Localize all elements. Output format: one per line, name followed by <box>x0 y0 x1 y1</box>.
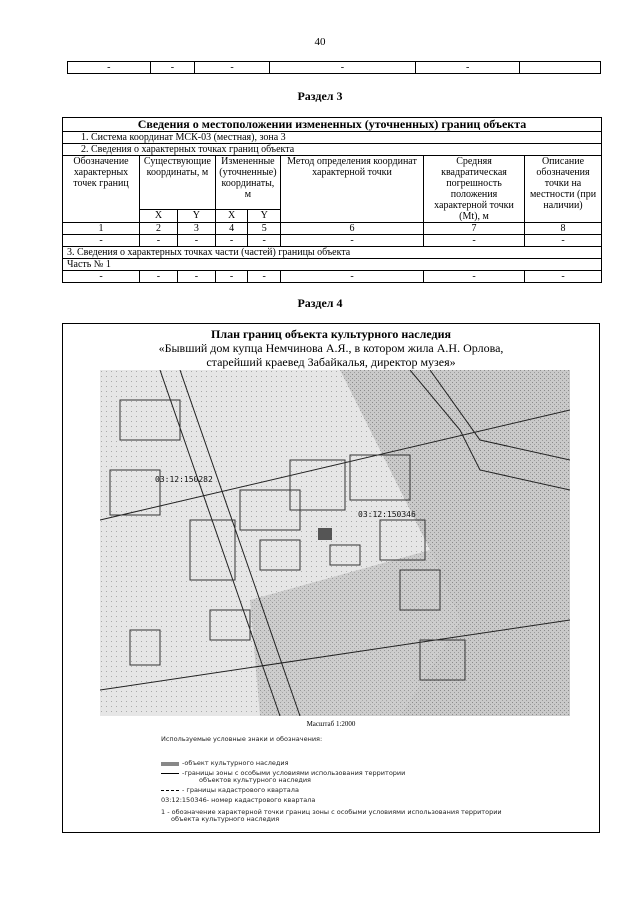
cell: - <box>269 62 415 74</box>
heritage-object <box>318 528 332 540</box>
heritage-swatch <box>161 762 179 766</box>
cell: - <box>140 235 178 247</box>
plan-title: План границ объекта культурного наследия <box>211 327 451 341</box>
cell: - <box>281 271 424 283</box>
col-num: 8 <box>525 223 602 235</box>
legend-zone-cont: объектов культурного наследия <box>199 776 311 784</box>
coordinate-system-line: 1. Система координат МСК-03 (местная), зона 3 <box>63 132 602 144</box>
top-table-row <box>67 61 601 74</box>
section-4-title: Раздел 4 <box>297 296 343 310</box>
legend-point-cont: объекта культурного наследия <box>171 815 280 823</box>
cell: - <box>424 235 525 247</box>
quarter-line-swatch <box>161 790 179 791</box>
legend-quarter-number: 03:12:150346- номер кадастрового квартала <box>161 796 316 804</box>
quarter-label-2: 03:12:150346 <box>358 510 416 519</box>
col-header-description: Описание обозначения точки на местности (при наличии) <box>525 156 602 223</box>
col-num: 3 <box>177 223 215 235</box>
sub-y: Y <box>248 210 281 223</box>
cell <box>520 62 601 74</box>
cell: - <box>248 235 281 247</box>
part-label: Часть № 1 <box>63 259 602 271</box>
legend-title: Используемые условные знаки и обозначения: <box>161 735 323 743</box>
zone-line-swatch <box>161 773 179 774</box>
cell: - <box>63 235 140 247</box>
cell: - <box>281 235 424 247</box>
part-points-line: 3. Сведения о характерных точках части (частей) границы объекта <box>63 247 602 259</box>
legend-point: 1 - обозначение характерной точки границ зоны с особыми условиями использования территории <box>161 808 502 816</box>
cell: - <box>248 271 281 283</box>
col-num: 7 <box>424 223 525 235</box>
col-num: 2 <box>140 223 178 235</box>
col-header-error: Средняя квадратическая погрешность положения характерной точки (Mt), м <box>424 156 525 223</box>
legend-point-row <box>161 809 502 823</box>
cell: - <box>177 271 215 283</box>
cell: - <box>63 271 140 283</box>
cell: - <box>424 271 525 283</box>
col-header-changed: Измененные (уточненные) координаты, м <box>215 156 280 210</box>
col-num: 1 <box>63 223 140 235</box>
quarter-label-1: 03:12:150282 <box>155 475 213 484</box>
cell: - <box>177 235 215 247</box>
cell: - <box>195 62 270 74</box>
cell: - <box>525 271 602 283</box>
cell: - <box>68 62 151 74</box>
legend-zone: -границы зоны с особыми условиями использования территории <box>182 769 406 777</box>
cell: - <box>525 235 602 247</box>
legend-zone-row <box>161 770 405 784</box>
cell: - <box>215 235 248 247</box>
legend-heritage: -объект культурного наследия <box>182 759 289 767</box>
sub-x: X <box>215 210 248 223</box>
cadastral-map <box>100 370 570 716</box>
table-title: Сведения о местоположении измененных (уточненных) границ объекта <box>63 118 602 132</box>
legend-quarter-row <box>161 787 299 794</box>
cell: - <box>140 271 178 283</box>
cell: - <box>215 271 248 283</box>
cell: - <box>150 62 195 74</box>
plan-subtitle-1: «Бывший дом купца Немчинова А.Я., в котором жила А.Н. Орлова, <box>158 341 504 355</box>
page-number: 40 <box>314 36 326 48</box>
sub-x: X <box>140 210 178 223</box>
boundary-plan-frame <box>62 323 600 833</box>
points-info-line: 2. Сведения о характерных точках границ объекта <box>63 144 602 156</box>
col-num: 4 <box>215 223 248 235</box>
col-header-designation: Обозначение характерных точек границ <box>63 156 140 223</box>
legend-quarter: - границы кадастрового квартала <box>182 786 299 794</box>
col-num: 5 <box>248 223 281 235</box>
section-3-title: Раздел 3 <box>297 89 343 103</box>
sub-y: Y <box>177 210 215 223</box>
legend-heritage-row <box>161 760 289 767</box>
col-header-method: Метод определения координат характерной точки <box>281 156 424 223</box>
section-3-table <box>62 117 602 283</box>
col-num: 6 <box>281 223 424 235</box>
plan-subtitle-2: старейший краевед Забайкалья, директор музея» <box>206 355 456 369</box>
cell: - <box>416 62 520 74</box>
scale-label: Масштаб 1:2000 <box>306 720 356 728</box>
col-header-existing: Существующие координаты, м <box>140 156 216 210</box>
